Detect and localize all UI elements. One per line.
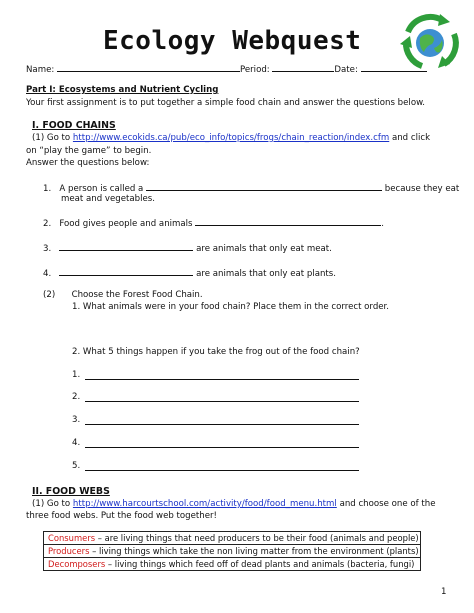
section2-heading: II. FOOD WEBS — [32, 486, 110, 497]
definition-decomposers — [44, 558, 420, 570]
section1-step1-line2: on “play the game” to begin. — [26, 146, 152, 156]
step2-text: Choose the Forest Food Chain. — [71, 290, 203, 300]
q1-answer-field[interactable] — [146, 181, 382, 191]
q1-suffix: because they eat — [384, 184, 460, 194]
definition-consumers — [44, 532, 420, 545]
definition-text: – living things which take the non living matter from the environment (plants) — [89, 546, 419, 556]
section2-step1 — [32, 499, 436, 509]
step2-number: (2) — [43, 290, 56, 300]
answer-line-4[interactable] — [85, 446, 359, 448]
answer-line-3[interactable] — [85, 423, 359, 425]
answer-prompt: Answer the questions below: — [26, 158, 150, 168]
answer-line-5[interactable] — [85, 469, 359, 471]
q2-answer-field[interactable] — [195, 216, 381, 226]
q4-answer-field[interactable] — [59, 266, 193, 276]
section1-step1 — [32, 133, 430, 143]
part1-intro: Your first assignment is to put together a simple food chain and answer the questions below. — [26, 98, 426, 108]
step1-suffix: and click — [391, 133, 431, 143]
term-consumers: Consumers — [48, 533, 96, 543]
step2-question-1: 1. What animals were in your food chain? Place them in the correct order. — [72, 302, 390, 312]
section1-heading: I. FOOD CHAINS — [32, 120, 116, 131]
q4-text: are animals that only eat plants. — [196, 269, 336, 279]
period-label: Period: — [239, 65, 270, 75]
page-number: 1 — [441, 587, 447, 597]
answer-label-1: 1. — [72, 370, 81, 380]
step2-question-2: 2. What 5 things happen if you take the frog out of the food chain? — [72, 347, 360, 357]
section1-step2 — [43, 290, 203, 300]
section2-step1-prefix: (1) Go to — [32, 499, 71, 509]
answer-label-2: 2. — [72, 392, 81, 402]
answer-label-3: 3. — [72, 415, 81, 425]
definition-text: – are living things that need producers to be their food (animals and people) — [95, 533, 419, 543]
definition-producers — [44, 545, 420, 558]
period-field[interactable] — [272, 62, 334, 72]
q2-number: 2. — [43, 219, 52, 229]
q1-prefix: A person is called a — [59, 184, 144, 194]
answer-label-5: 5. — [72, 461, 81, 471]
header-fields — [26, 62, 427, 75]
name-label: Name: — [26, 65, 55, 75]
date-field[interactable] — [361, 62, 427, 72]
q1-line2: meat and vegetables. — [61, 194, 156, 204]
question-3 — [43, 241, 332, 254]
definition-text: – living things which feed off of dead plants and animals (bacteria, fungi) — [105, 559, 415, 569]
question-4 — [43, 266, 336, 279]
q3-text: are animals that only eat meat. — [196, 244, 332, 254]
q3-answer-field[interactable] — [59, 241, 193, 251]
q4-number: 4. — [43, 269, 52, 279]
question-2: 2. Food gives people and animals . — [43, 216, 384, 229]
page-title: Ecology Webquest — [103, 26, 362, 56]
q3-number: 3. — [43, 244, 52, 254]
q2-text: Food gives people and animals — [59, 219, 193, 229]
ecokids-link[interactable]: http://www.ecokids.ca/pub/eco_info/topics/frogs/chain_reaction/index.cfm — [72, 133, 390, 143]
section2-step1-line2: three food webs. Put the food web together! — [26, 511, 218, 521]
definitions-box — [43, 531, 421, 571]
answer-label-4: 4. — [72, 438, 81, 448]
part1-heading: Part I: Ecosystems and Nutrient Cycling — [26, 85, 219, 95]
date-label: Date: — [334, 65, 358, 75]
harcourt-link[interactable]: http://www.harcourtschool.com/activity/food/food_menu.html — [72, 499, 337, 509]
q1-number: 1. — [43, 184, 52, 194]
section2-step1-suffix: and choose one of the — [339, 499, 436, 509]
term-decomposers: Decomposers — [48, 559, 106, 569]
step1-prefix: (1) Go to — [32, 133, 71, 143]
question-1 — [43, 181, 459, 194]
answer-line-2[interactable] — [85, 400, 359, 402]
answer-line-1[interactable] — [85, 378, 359, 380]
term-producers: Producers — [48, 546, 90, 556]
name-field[interactable] — [57, 62, 240, 72]
